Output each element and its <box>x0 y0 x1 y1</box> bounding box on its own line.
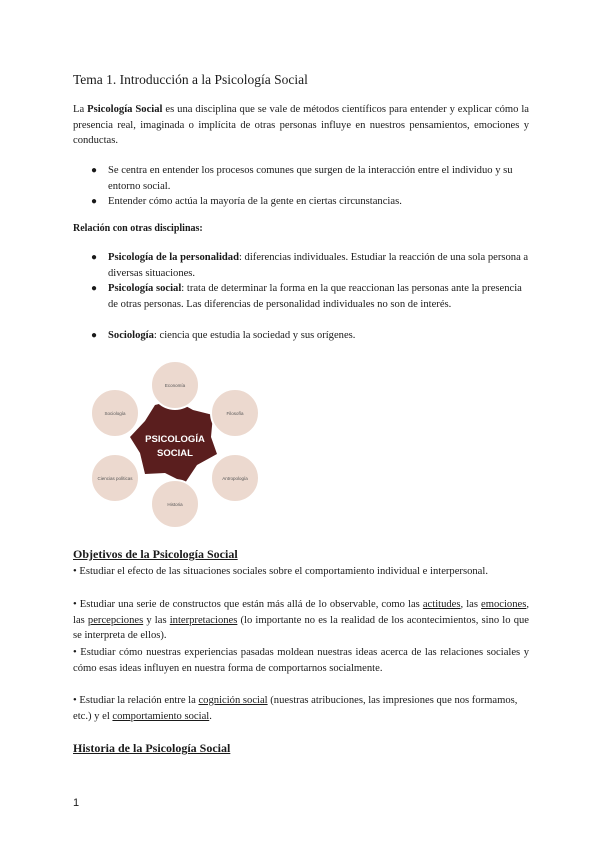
objetivo-paragraph: • Estudiar la relación entre la cognición social (nuestras atribuciones, las impresiones que nos formamos, etc.) y el comportamiento social. <box>73 695 518 722</box>
page-number: 1 <box>73 797 80 809</box>
relacion-item: ● Psicología social: trata de determinar la forma en la que reaccionan las personas ante la presencia de otras personas. Las diferencias de personalidad individuales no son de interés. <box>91 283 522 310</box>
relacion-item: ● Psicología de la personalidad: diferencias individuales. Estudiar la reacción de una sola persona a diversas situaciones. <box>91 252 529 279</box>
objetivos-heading: Objetivos de la Psicología Social <box>73 547 238 561</box>
objetivo-paragraph: • Estudiar cómo nuestras experiencias pasadas moldean nuestras ideas acerca de las relaciones sociales y cómo esas ideas influyen en nuestra forma de comportarnos socialmente. <box>73 647 529 674</box>
bullet-item: ● Se centra en entender los procesos comunes que surgen de la interacción entre el individuo y su entorno social. <box>91 165 513 192</box>
diagram-center-label: SOCIAL <box>157 448 193 459</box>
diagram-node-label: Antropología <box>222 476 248 481</box>
bullet-dot-icon: ● <box>91 330 98 341</box>
diagram-node <box>211 389 259 437</box>
intro-bold-term: Psicología Social <box>87 104 163 115</box>
diagram-node <box>91 454 139 502</box>
diagram-node-label: Filosofía <box>226 411 244 416</box>
bullet-item: ● Entender cómo actúa la mayoría de la gente en ciertas circunstancias. <box>108 194 532 210</box>
relacion-item: ● Sociología: ciencia que estudia la sociedad y sus orígenes. <box>108 328 532 344</box>
page-title: Tema 1. Introducción a la Psicología Social <box>73 72 308 87</box>
objetivo-paragraph: • Estudiar una serie de constructos que están más allá de lo observable, como las actitudes, las emociones, las percepciones y las interpretaciones (lo importante no es la realidad de los acontecimientos, sino lo que se interpreta de ellos). <box>73 599 530 641</box>
diagram-node-label: Economía <box>164 383 186 388</box>
bullet-dot-icon: ● <box>91 165 98 176</box>
diagram-node-label: Historia <box>167 502 183 507</box>
diagram-node <box>151 480 199 528</box>
objetivo-paragraph: • Estudiar el efecto de las situaciones sociales sobre el comportamiento individual e interpersonal. <box>73 566 488 577</box>
diagram-node-label: Ciencias políticas <box>97 476 133 481</box>
diagram-node <box>91 389 139 437</box>
diagram-node-label: Sociología <box>104 411 126 416</box>
relacion-heading: Relación con otras disciplinas: <box>73 223 203 234</box>
bullet-dot-icon: ● <box>91 252 98 263</box>
bullet-dot-icon: ● <box>91 196 98 207</box>
diagram-node <box>151 361 199 409</box>
disciplines-diagram <box>80 360 270 530</box>
bullet-dot-icon: ● <box>91 283 98 294</box>
diagram-center-label: PSICOLOGÍA <box>145 434 205 445</box>
historia-heading: Historia de la Psicología Social <box>73 741 231 755</box>
intro-paragraph: La Psicología Social es una disciplina que se vale de métodos científicos para entender y explicar cómo la presencia real, imaginada o implícita de otras personas influye en nuestros pensamientos, emociones y conductas. <box>73 104 529 146</box>
diagram-node <box>211 454 259 502</box>
